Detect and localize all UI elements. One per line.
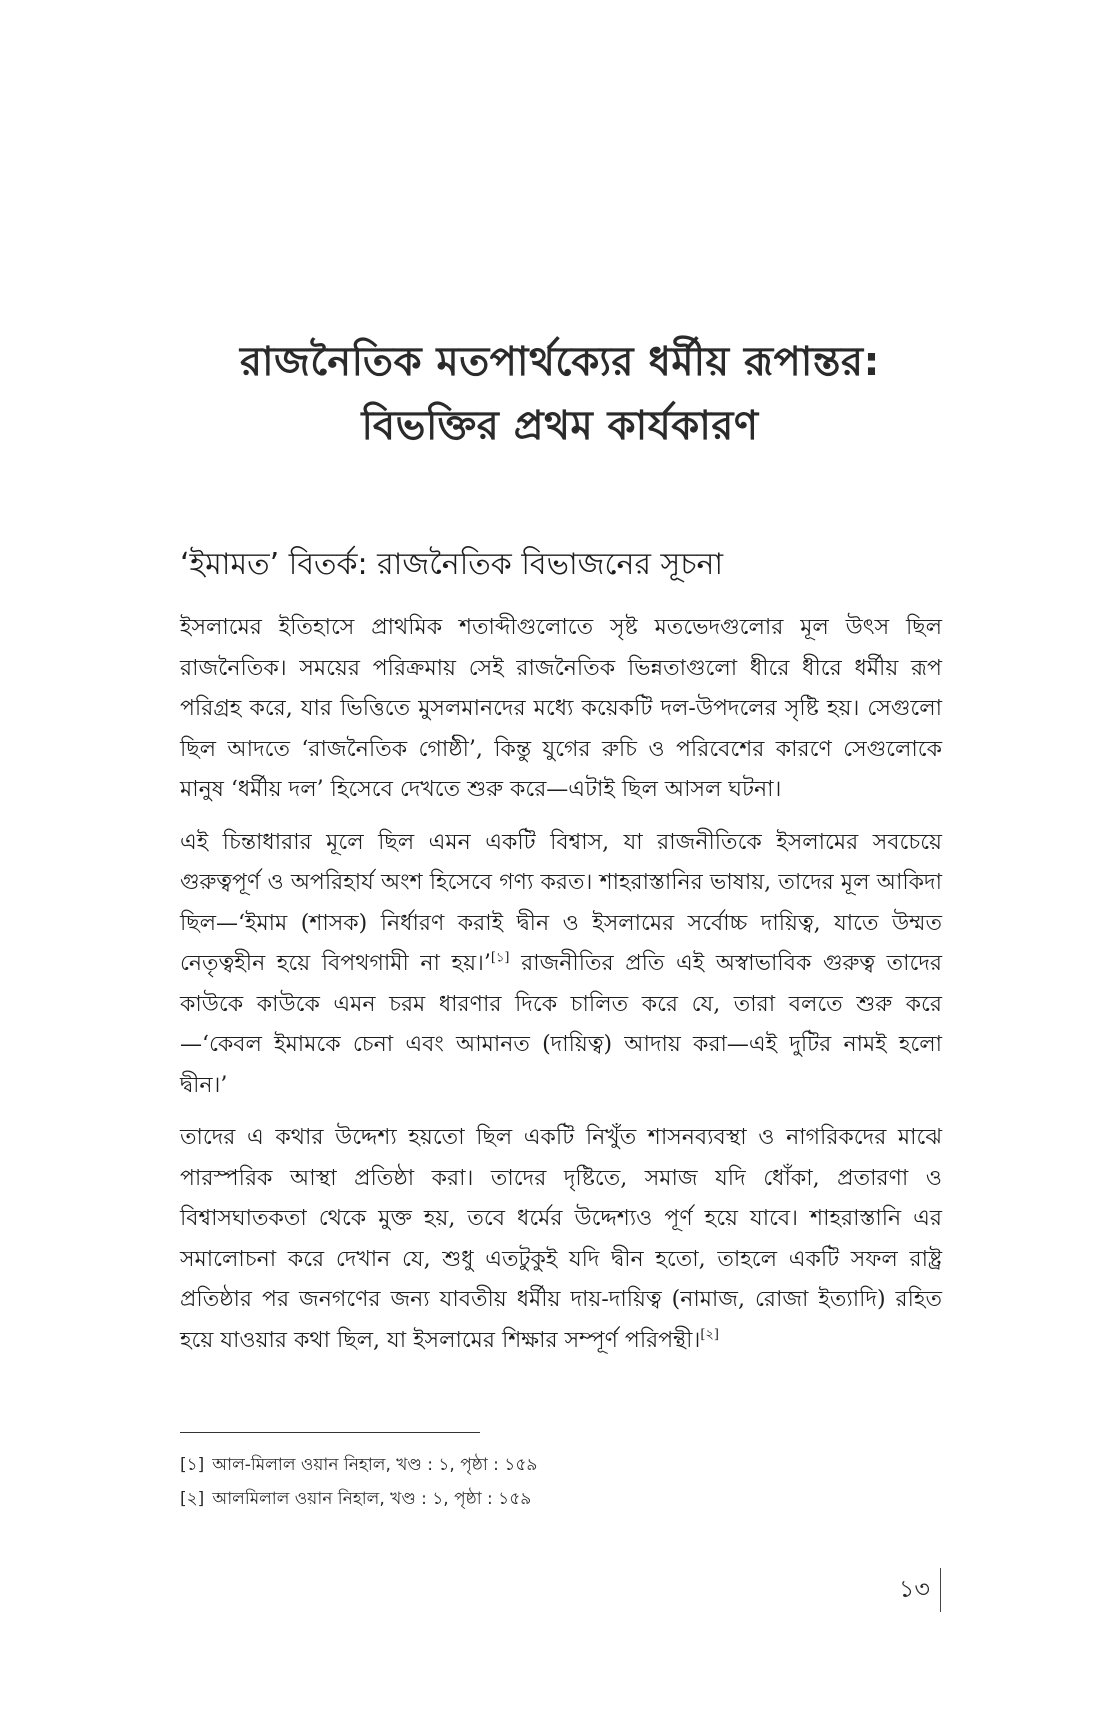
footnote-divider xyxy=(180,1432,480,1433)
footnote-2-number: [২] xyxy=(180,1489,205,1509)
paragraph-1 xyxy=(180,608,942,811)
footnote-ref-1[interactable]: [১] xyxy=(490,950,510,966)
paragraph-2-text-b: রাজনীতির প্রতি এই অস্বাভাবিক গুরুত্ব তাদের কাউকে কাউকে এমন চরম ধারণার দিকে চালিত করে যে, তারা বলতে শুরু করে—‘কেবল ইমামকে চেনা এবং আমানত (দায়িত্ব) আদায় করা—এই দুটির নামই হলো দ্বীন।’ xyxy=(180,951,942,1098)
page-number-divider xyxy=(940,1568,941,1612)
page-number: ১৩ xyxy=(898,1575,930,1603)
paragraph-2 xyxy=(180,823,942,1107)
paragraph-1-text: ইসলামের ইতিহাসে প্রাথমিক শতাব্দীগুলোতে সৃষ্ট মতভেদগুলোর মূল উৎস ছিল রাজনৈতিক। সময়ের পরিক্রমায় সেই রাজনৈতিক ভিন্নতাগুলো ধীরে ধীরে ধর্মীয় রূপ পরিগ্রহ করে, যার ভিত্তিতে মুসলমানদের মধ্যে কয়েকটি দল-উপদলের সৃষ্টি হয়। সেগুলো ছিল আদতে ‘রাজনৈতিক গোষ্ঠী’, কিন্তু যুগের রুচি ও পরিবেশের কারণে সেগুলোকে মানুষ ‘ধর্মীয় দল’ হিসেবে দেখতে শুরু করে—এটাই ছিল আসল ঘটনা। xyxy=(180,615,942,802)
paragraph-3-text: তাদের এ কথার উদ্দেশ্য হয়তো ছিল একটি নিখুঁত শাসনব্যবস্থা ও নাগরিকদের মাঝে পারস্পরিক আস্থা প্রতিষ্ঠা করা। তাদের দৃষ্টিতে, সমাজ যদি ধোঁকা, প্রতারণা ও বিশ্বাসঘাতকতা থেকে মুক্ত হয়, তবে ধর্মের উদ্দেশ্যও পূর্ণ হয়ে যাবে। শাহরাস্তানি এর সমালোচনা করে দেখান যে, শুধু এতটুকুই যদি দ্বীন হতো, তাহলে একটি সফল রাষ্ট্র প্রতিষ্ঠার পর জনগণের জন্য যাবতীয় ধর্মীয় দায়-দায়িত্ব (নামাজ, রোজা ইত্যাদি) রহিত হয়ে যাওয়ার কথা ছিল, যা ইসলামের শিক্ষার সম্পূর্ণ পরিপন্থী। xyxy=(180,1125,942,1353)
chapter-title-line-1: রাজনৈতিক মতপার্থক্যের ধর্মীয় রূপান্তর: xyxy=(240,339,880,385)
footnote-1-number: [১] xyxy=(180,1455,205,1475)
chapter-title xyxy=(130,330,990,458)
section-heading: ‘ইমামত’ বিতর্ক: রাজনৈতিক বিভাজনের সূচনা xyxy=(180,547,724,582)
paragraph-3 xyxy=(180,1118,942,1361)
footnote-ref-2[interactable]: [২] xyxy=(700,1327,719,1343)
footnote-2-text: আলমিলাল ওয়ান নিহাল, খণ্ড : ১, পৃষ্ঠা : ১৫৯ xyxy=(212,1489,532,1509)
chapter-title-line-2: বিভক্তির প্রথম কার্যকারণ xyxy=(361,403,759,449)
footnotes xyxy=(180,1448,940,1516)
footnote-1-text: আল-মিলাল ওয়ান নিহাল, খণ্ড : ১, পৃষ্ঠা : ১৫৯ xyxy=(212,1455,538,1475)
footnote-1 xyxy=(180,1448,940,1482)
body-text xyxy=(180,608,942,1373)
paragraph-2-text-a: এই চিন্তাধারার মূলে ছিল এমন একটি বিশ্বাস, যা রাজনীতিকে ইসলামের সবচেয়ে গুরুত্বপূর্ণ ও অপরিহার্য অংশ হিসেবে গণ্য করত। শাহরাস্তানির ভাষায়, তাদের মূল আকিদা ছিল—‘ইমাম (শাসক) নির্ধারণ করাই দ্বীন ও ইসলামের সর্বোচ্চ দায়িত্ব, যাতে উম্মত নেতৃত্বহীন হয়ে বিপথগামী না হয়।’ xyxy=(180,829,942,976)
footnote-2 xyxy=(180,1482,940,1516)
